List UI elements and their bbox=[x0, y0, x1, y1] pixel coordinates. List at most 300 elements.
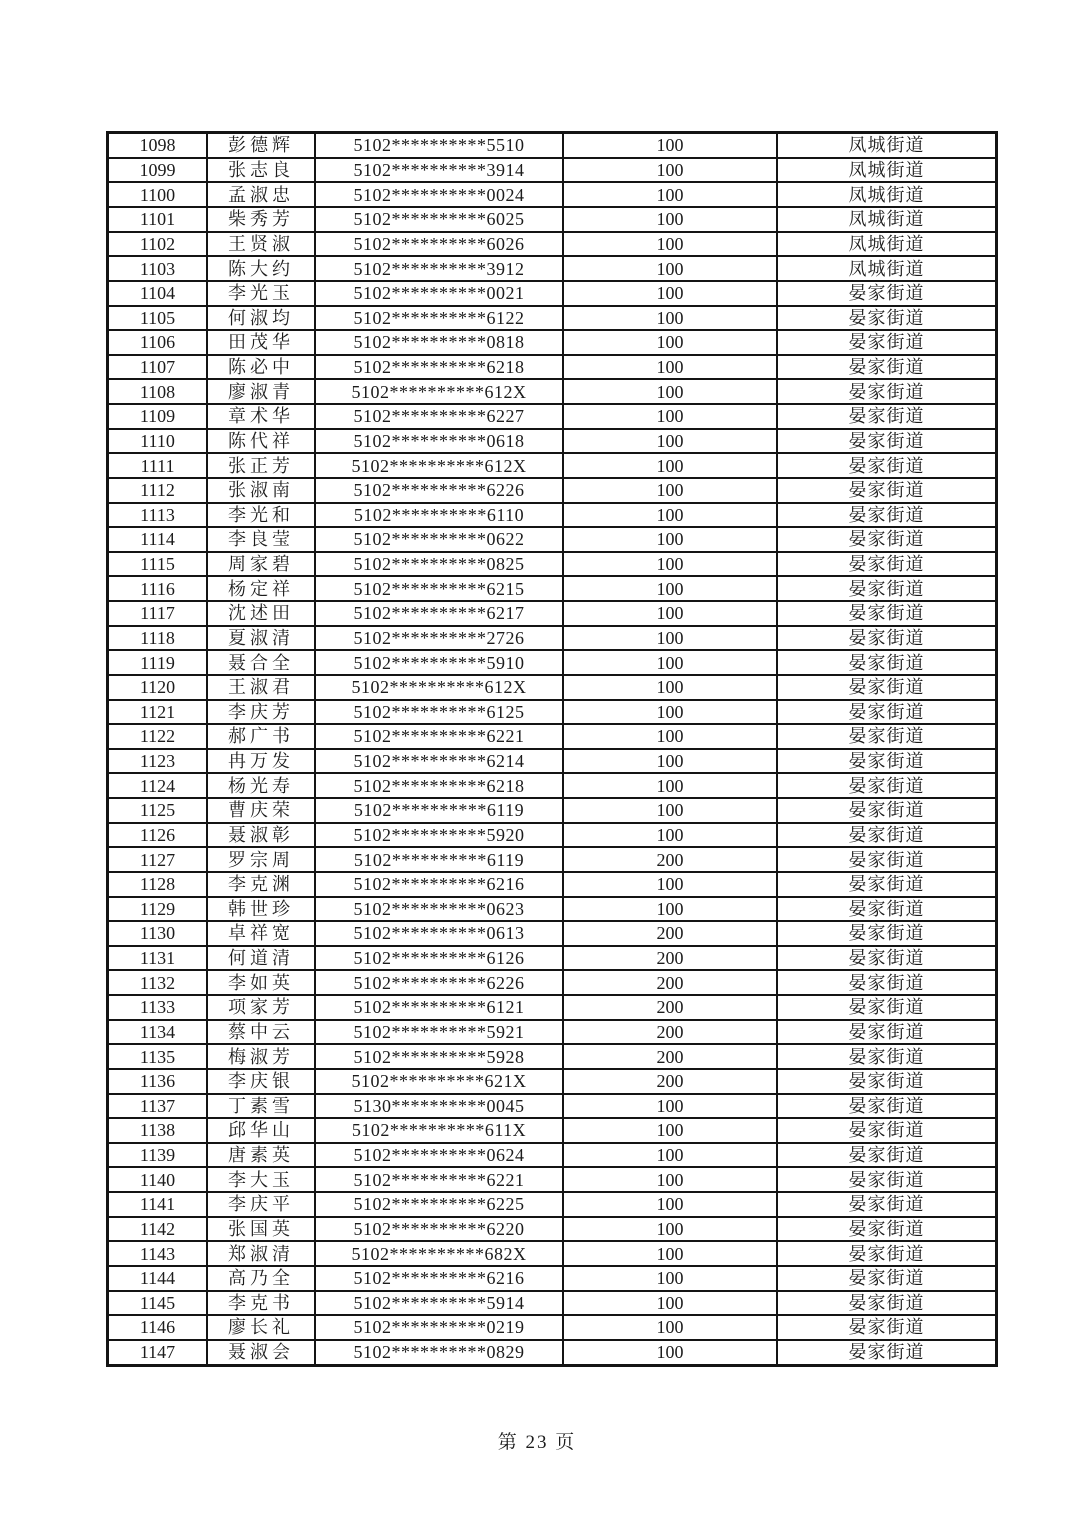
amount-cell: 100 bbox=[563, 1094, 777, 1119]
name-cell: 李良莹 bbox=[207, 527, 315, 552]
table-row bbox=[108, 207, 997, 232]
name-cell: 何淑均 bbox=[207, 306, 315, 331]
name-cell: 聂淑彰 bbox=[207, 823, 315, 848]
id-cell: 5102**********5921 bbox=[315, 1020, 563, 1045]
amount-cell: 100 bbox=[563, 650, 777, 675]
amount-cell: 100 bbox=[563, 897, 777, 922]
serial-cell: 1103 bbox=[108, 256, 208, 281]
amount-cell: 100 bbox=[563, 256, 777, 281]
name-cell: 沈述田 bbox=[207, 601, 315, 626]
serial-cell: 1134 bbox=[108, 1020, 208, 1045]
name-cell: 李光和 bbox=[207, 503, 315, 528]
page-number-footer: 第 23 页 bbox=[497, 1432, 577, 1453]
street-cell: 晏家街道 bbox=[777, 478, 997, 503]
name-cell: 丁素雪 bbox=[207, 1094, 315, 1119]
id-cell: 5102**********6026 bbox=[315, 232, 563, 257]
id-cell: 5102**********0623 bbox=[315, 897, 563, 922]
table-row bbox=[108, 1217, 997, 1242]
table-row bbox=[108, 379, 997, 404]
serial-cell: 1135 bbox=[108, 1044, 208, 1069]
name-cell: 蔡中云 bbox=[207, 1020, 315, 1045]
street-cell: 晏家街道 bbox=[777, 946, 997, 971]
table-row bbox=[108, 1291, 997, 1316]
serial-cell: 1121 bbox=[108, 700, 208, 725]
name-cell: 郑淑清 bbox=[207, 1241, 315, 1266]
name-cell: 何道清 bbox=[207, 946, 315, 971]
amount-cell: 100 bbox=[563, 1266, 777, 1291]
id-cell: 5102**********612X bbox=[315, 453, 563, 478]
serial-cell: 1132 bbox=[108, 970, 208, 995]
serial-cell: 1109 bbox=[108, 404, 208, 429]
street-cell: 凤城街道 bbox=[777, 133, 997, 158]
table-row bbox=[108, 995, 997, 1020]
amount-cell: 100 bbox=[563, 182, 777, 207]
serial-cell: 1142 bbox=[108, 1217, 208, 1242]
amount-cell: 100 bbox=[563, 527, 777, 552]
street-cell: 晏家街道 bbox=[777, 281, 997, 306]
street-cell: 晏家街道 bbox=[777, 453, 997, 478]
amount-cell: 100 bbox=[563, 355, 777, 380]
street-cell: 晏家街道 bbox=[777, 847, 997, 872]
name-cell: 周家碧 bbox=[207, 552, 315, 577]
id-cell: 5130**********0045 bbox=[315, 1094, 563, 1119]
name-cell: 卓祥宽 bbox=[207, 921, 315, 946]
amount-cell: 100 bbox=[563, 872, 777, 897]
id-cell: 5102**********6119 bbox=[315, 798, 563, 823]
serial-cell: 1144 bbox=[108, 1266, 208, 1291]
serial-cell: 1122 bbox=[108, 724, 208, 749]
serial-cell: 1136 bbox=[108, 1069, 208, 1094]
serial-cell: 1123 bbox=[108, 749, 208, 774]
table-row bbox=[108, 306, 997, 331]
amount-cell: 100 bbox=[563, 1118, 777, 1143]
id-cell: 5102**********0825 bbox=[315, 552, 563, 577]
serial-cell: 1131 bbox=[108, 946, 208, 971]
table-row bbox=[108, 970, 997, 995]
id-cell: 5102**********5928 bbox=[315, 1044, 563, 1069]
id-cell: 5102**********6215 bbox=[315, 576, 563, 601]
name-cell: 邱华山 bbox=[207, 1118, 315, 1143]
name-cell: 王贤淑 bbox=[207, 232, 315, 257]
serial-cell: 1114 bbox=[108, 527, 208, 552]
table-row bbox=[108, 921, 997, 946]
table-row bbox=[108, 749, 997, 774]
id-cell: 5102**********6125 bbox=[315, 700, 563, 725]
street-cell: 晏家街道 bbox=[777, 1340, 997, 1366]
table-row bbox=[108, 1094, 997, 1119]
table-row bbox=[108, 429, 997, 454]
street-cell: 晏家街道 bbox=[777, 379, 997, 404]
id-cell: 5102**********612X bbox=[315, 379, 563, 404]
amount-cell: 200 bbox=[563, 1044, 777, 1069]
amount-cell: 100 bbox=[563, 330, 777, 355]
serial-cell: 1124 bbox=[108, 773, 208, 798]
street-cell: 晏家街道 bbox=[777, 675, 997, 700]
serial-cell: 1137 bbox=[108, 1094, 208, 1119]
table-row bbox=[108, 256, 997, 281]
name-cell: 孟淑忠 bbox=[207, 182, 315, 207]
serial-cell: 1104 bbox=[108, 281, 208, 306]
amount-cell: 100 bbox=[563, 823, 777, 848]
table-row bbox=[108, 1167, 997, 1192]
table-row bbox=[108, 650, 997, 675]
name-cell: 李克渊 bbox=[207, 872, 315, 897]
street-cell: 晏家街道 bbox=[777, 429, 997, 454]
amount-cell: 100 bbox=[563, 1217, 777, 1242]
street-cell: 凤城街道 bbox=[777, 182, 997, 207]
name-cell: 聂合全 bbox=[207, 650, 315, 675]
table-row bbox=[108, 1143, 997, 1168]
id-cell: 5102**********0622 bbox=[315, 527, 563, 552]
street-cell: 晏家街道 bbox=[777, 1315, 997, 1340]
id-cell: 5102**********0219 bbox=[315, 1315, 563, 1340]
amount-cell: 100 bbox=[563, 601, 777, 626]
table-row bbox=[108, 133, 997, 158]
table-row bbox=[108, 355, 997, 380]
street-cell: 晏家街道 bbox=[777, 798, 997, 823]
serial-cell: 1102 bbox=[108, 232, 208, 257]
amount-cell: 100 bbox=[563, 700, 777, 725]
amount-cell: 100 bbox=[563, 379, 777, 404]
table-row bbox=[108, 823, 997, 848]
street-cell: 晏家街道 bbox=[777, 527, 997, 552]
id-cell: 5102**********0624 bbox=[315, 1143, 563, 1168]
id-cell: 5102**********6216 bbox=[315, 872, 563, 897]
serial-cell: 1118 bbox=[108, 626, 208, 651]
amount-cell: 100 bbox=[563, 1143, 777, 1168]
id-cell: 5102**********6227 bbox=[315, 404, 563, 429]
amount-cell: 200 bbox=[563, 970, 777, 995]
id-cell: 5102**********5510 bbox=[315, 133, 563, 158]
street-cell: 晏家街道 bbox=[777, 749, 997, 774]
id-cell: 5102**********5910 bbox=[315, 650, 563, 675]
name-cell: 王淑君 bbox=[207, 675, 315, 700]
id-cell: 5102**********6218 bbox=[315, 773, 563, 798]
street-cell: 晏家街道 bbox=[777, 1192, 997, 1217]
name-cell: 李克书 bbox=[207, 1291, 315, 1316]
name-cell: 陈必中 bbox=[207, 355, 315, 380]
name-cell: 杨光寿 bbox=[207, 773, 315, 798]
amount-cell: 100 bbox=[563, 773, 777, 798]
serial-cell: 1128 bbox=[108, 872, 208, 897]
serial-cell: 1113 bbox=[108, 503, 208, 528]
table-row bbox=[108, 1044, 997, 1069]
id-cell: 5102**********5914 bbox=[315, 1291, 563, 1316]
amount-cell: 100 bbox=[563, 1192, 777, 1217]
street-cell: 晏家街道 bbox=[777, 872, 997, 897]
serial-cell: 1106 bbox=[108, 330, 208, 355]
id-cell: 5102**********3912 bbox=[315, 256, 563, 281]
amount-cell: 100 bbox=[563, 503, 777, 528]
serial-cell: 1116 bbox=[108, 576, 208, 601]
serial-cell: 1120 bbox=[108, 675, 208, 700]
name-cell: 张淑南 bbox=[207, 478, 315, 503]
street-cell: 晏家街道 bbox=[777, 773, 997, 798]
name-cell: 郝广书 bbox=[207, 724, 315, 749]
street-cell: 晏家街道 bbox=[777, 970, 997, 995]
amount-cell: 100 bbox=[563, 749, 777, 774]
table-row bbox=[108, 182, 997, 207]
serial-cell: 1117 bbox=[108, 601, 208, 626]
table-row bbox=[108, 675, 997, 700]
id-cell: 5102**********6122 bbox=[315, 306, 563, 331]
amount-cell: 200 bbox=[563, 1020, 777, 1045]
name-cell: 曹庆荣 bbox=[207, 798, 315, 823]
table-row bbox=[108, 453, 997, 478]
amount-cell: 100 bbox=[563, 1167, 777, 1192]
id-cell: 5102**********6226 bbox=[315, 478, 563, 503]
table-row bbox=[108, 1266, 997, 1291]
table-row bbox=[108, 1315, 997, 1340]
table-row bbox=[108, 601, 997, 626]
table-row bbox=[108, 1020, 997, 1045]
name-cell: 李如英 bbox=[207, 970, 315, 995]
name-cell: 唐素英 bbox=[207, 1143, 315, 1168]
id-cell: 5102**********6226 bbox=[315, 970, 563, 995]
name-cell: 高乃全 bbox=[207, 1266, 315, 1291]
street-cell: 晏家街道 bbox=[777, 552, 997, 577]
amount-cell: 100 bbox=[563, 1291, 777, 1316]
table-row bbox=[108, 1241, 997, 1266]
serial-cell: 1115 bbox=[108, 552, 208, 577]
street-cell: 晏家街道 bbox=[777, 724, 997, 749]
id-cell: 5102**********6221 bbox=[315, 1167, 563, 1192]
table-row bbox=[108, 872, 997, 897]
name-cell: 梅淑芳 bbox=[207, 1044, 315, 1069]
table-row bbox=[108, 232, 997, 257]
serial-cell: 1108 bbox=[108, 379, 208, 404]
amount-cell: 100 bbox=[563, 232, 777, 257]
table-row bbox=[108, 847, 997, 872]
amount-cell: 100 bbox=[563, 478, 777, 503]
id-cell: 5102**********6121 bbox=[315, 995, 563, 1020]
street-cell: 凤城街道 bbox=[777, 256, 997, 281]
serial-cell: 1140 bbox=[108, 1167, 208, 1192]
name-cell: 张志良 bbox=[207, 158, 315, 183]
name-cell: 冉万发 bbox=[207, 749, 315, 774]
table-row bbox=[108, 478, 997, 503]
street-cell: 晏家街道 bbox=[777, 503, 997, 528]
name-cell: 罗宗周 bbox=[207, 847, 315, 872]
id-cell: 5102**********612X bbox=[315, 675, 563, 700]
street-cell: 晏家街道 bbox=[777, 1167, 997, 1192]
amount-cell: 200 bbox=[563, 847, 777, 872]
serial-cell: 1119 bbox=[108, 650, 208, 675]
table-row bbox=[108, 503, 997, 528]
street-cell: 晏家街道 bbox=[777, 1118, 997, 1143]
roster-table bbox=[106, 131, 998, 1367]
street-cell: 晏家街道 bbox=[777, 404, 997, 429]
street-cell: 晏家街道 bbox=[777, 1241, 997, 1266]
street-cell: 晏家街道 bbox=[777, 995, 997, 1020]
name-cell: 项家芳 bbox=[207, 995, 315, 1020]
id-cell: 5102**********0024 bbox=[315, 182, 563, 207]
name-cell: 杨定祥 bbox=[207, 576, 315, 601]
street-cell: 晏家街道 bbox=[777, 1020, 997, 1045]
street-cell: 晏家街道 bbox=[777, 897, 997, 922]
name-cell: 李庆芳 bbox=[207, 700, 315, 725]
name-cell: 廖淑青 bbox=[207, 379, 315, 404]
serial-cell: 1133 bbox=[108, 995, 208, 1020]
table-row bbox=[108, 158, 997, 183]
id-cell: 5102**********0613 bbox=[315, 921, 563, 946]
serial-cell: 1127 bbox=[108, 847, 208, 872]
street-cell: 晏家街道 bbox=[777, 921, 997, 946]
amount-cell: 100 bbox=[563, 306, 777, 331]
id-cell: 5102**********6221 bbox=[315, 724, 563, 749]
id-cell: 5102**********621X bbox=[315, 1069, 563, 1094]
name-cell: 李大玉 bbox=[207, 1167, 315, 1192]
name-cell: 田茂华 bbox=[207, 330, 315, 355]
table-row bbox=[108, 626, 997, 651]
amount-cell: 100 bbox=[563, 133, 777, 158]
id-cell: 5102**********6218 bbox=[315, 355, 563, 380]
street-cell: 晏家街道 bbox=[777, 1266, 997, 1291]
amount-cell: 100 bbox=[563, 158, 777, 183]
id-cell: 5102**********6225 bbox=[315, 1192, 563, 1217]
id-cell: 5102**********0829 bbox=[315, 1340, 563, 1366]
id-cell: 5102**********6110 bbox=[315, 503, 563, 528]
id-cell: 5102**********0618 bbox=[315, 429, 563, 454]
table-row bbox=[108, 1118, 997, 1143]
name-cell: 陈大约 bbox=[207, 256, 315, 281]
street-cell: 晏家街道 bbox=[777, 601, 997, 626]
name-cell: 彭德辉 bbox=[207, 133, 315, 158]
id-cell: 5102**********6216 bbox=[315, 1266, 563, 1291]
name-cell: 张正芳 bbox=[207, 453, 315, 478]
serial-cell: 1101 bbox=[108, 207, 208, 232]
id-cell: 5102**********5920 bbox=[315, 823, 563, 848]
amount-cell: 100 bbox=[563, 1241, 777, 1266]
table-row bbox=[108, 576, 997, 601]
roster-table-body bbox=[108, 133, 997, 1366]
serial-cell: 1141 bbox=[108, 1192, 208, 1217]
serial-cell: 1143 bbox=[108, 1241, 208, 1266]
amount-cell: 200 bbox=[563, 921, 777, 946]
serial-cell: 1099 bbox=[108, 158, 208, 183]
serial-cell: 1126 bbox=[108, 823, 208, 848]
amount-cell: 200 bbox=[563, 1069, 777, 1094]
id-cell: 5102**********6126 bbox=[315, 946, 563, 971]
serial-cell: 1125 bbox=[108, 798, 208, 823]
table-row bbox=[108, 281, 997, 306]
amount-cell: 100 bbox=[563, 1315, 777, 1340]
amount-cell: 100 bbox=[563, 675, 777, 700]
serial-cell: 1110 bbox=[108, 429, 208, 454]
table-row bbox=[108, 552, 997, 577]
serial-cell: 1107 bbox=[108, 355, 208, 380]
amount-cell: 100 bbox=[563, 626, 777, 651]
amount-cell: 100 bbox=[563, 1340, 777, 1366]
id-cell: 5102**********682X bbox=[315, 1241, 563, 1266]
id-cell: 5102**********611X bbox=[315, 1118, 563, 1143]
amount-cell: 100 bbox=[563, 552, 777, 577]
id-cell: 5102**********2726 bbox=[315, 626, 563, 651]
street-cell: 晏家街道 bbox=[777, 700, 997, 725]
serial-cell: 1105 bbox=[108, 306, 208, 331]
id-cell: 5102**********6217 bbox=[315, 601, 563, 626]
table-row bbox=[108, 700, 997, 725]
street-cell: 晏家街道 bbox=[777, 355, 997, 380]
street-cell: 凤城街道 bbox=[777, 232, 997, 257]
street-cell: 晏家街道 bbox=[777, 1094, 997, 1119]
table-row bbox=[108, 773, 997, 798]
serial-cell: 1147 bbox=[108, 1340, 208, 1366]
name-cell: 章术华 bbox=[207, 404, 315, 429]
amount-cell: 100 bbox=[563, 207, 777, 232]
id-cell: 5102**********0818 bbox=[315, 330, 563, 355]
table-row bbox=[108, 946, 997, 971]
id-cell: 5102**********3914 bbox=[315, 158, 563, 183]
serial-cell: 1145 bbox=[108, 1291, 208, 1316]
street-cell: 晏家街道 bbox=[777, 1143, 997, 1168]
amount-cell: 200 bbox=[563, 946, 777, 971]
table-row bbox=[108, 527, 997, 552]
amount-cell: 100 bbox=[563, 453, 777, 478]
table-row bbox=[108, 1340, 997, 1366]
name-cell: 柴秀芳 bbox=[207, 207, 315, 232]
amount-cell: 100 bbox=[563, 429, 777, 454]
id-cell: 5102**********6025 bbox=[315, 207, 563, 232]
name-cell: 夏淑清 bbox=[207, 626, 315, 651]
street-cell: 晏家街道 bbox=[777, 1217, 997, 1242]
table-row bbox=[108, 1069, 997, 1094]
serial-cell: 1146 bbox=[108, 1315, 208, 1340]
street-cell: 晏家街道 bbox=[777, 576, 997, 601]
table-row bbox=[108, 1192, 997, 1217]
street-cell: 晏家街道 bbox=[777, 626, 997, 651]
serial-cell: 1112 bbox=[108, 478, 208, 503]
name-cell: 李庆平 bbox=[207, 1192, 315, 1217]
id-cell: 5102**********6119 bbox=[315, 847, 563, 872]
street-cell: 晏家街道 bbox=[777, 823, 997, 848]
amount-cell: 100 bbox=[563, 281, 777, 306]
table-row bbox=[108, 798, 997, 823]
street-cell: 晏家街道 bbox=[777, 306, 997, 331]
street-cell: 晏家街道 bbox=[777, 1069, 997, 1094]
id-cell: 5102**********0021 bbox=[315, 281, 563, 306]
table-row bbox=[108, 897, 997, 922]
street-cell: 晏家街道 bbox=[777, 650, 997, 675]
amount-cell: 200 bbox=[563, 995, 777, 1020]
amount-cell: 100 bbox=[563, 724, 777, 749]
name-cell: 李光玉 bbox=[207, 281, 315, 306]
name-cell: 聂淑会 bbox=[207, 1340, 315, 1366]
amount-cell: 100 bbox=[563, 576, 777, 601]
serial-cell: 1098 bbox=[108, 133, 208, 158]
serial-cell: 1138 bbox=[108, 1118, 208, 1143]
name-cell: 韩世珍 bbox=[207, 897, 315, 922]
street-cell: 凤城街道 bbox=[777, 207, 997, 232]
id-cell: 5102**********6214 bbox=[315, 749, 563, 774]
serial-cell: 1139 bbox=[108, 1143, 208, 1168]
street-cell: 晏家街道 bbox=[777, 1291, 997, 1316]
amount-cell: 100 bbox=[563, 798, 777, 823]
table-row bbox=[108, 724, 997, 749]
name-cell: 张国英 bbox=[207, 1217, 315, 1242]
serial-cell: 1129 bbox=[108, 897, 208, 922]
name-cell: 廖长礼 bbox=[207, 1315, 315, 1340]
amount-cell: 100 bbox=[563, 404, 777, 429]
street-cell: 凤城街道 bbox=[777, 158, 997, 183]
name-cell: 李庆银 bbox=[207, 1069, 315, 1094]
serial-cell: 1111 bbox=[108, 453, 208, 478]
street-cell: 晏家街道 bbox=[777, 1044, 997, 1069]
serial-cell: 1130 bbox=[108, 921, 208, 946]
table-row bbox=[108, 330, 997, 355]
serial-cell: 1100 bbox=[108, 182, 208, 207]
street-cell: 晏家街道 bbox=[777, 330, 997, 355]
